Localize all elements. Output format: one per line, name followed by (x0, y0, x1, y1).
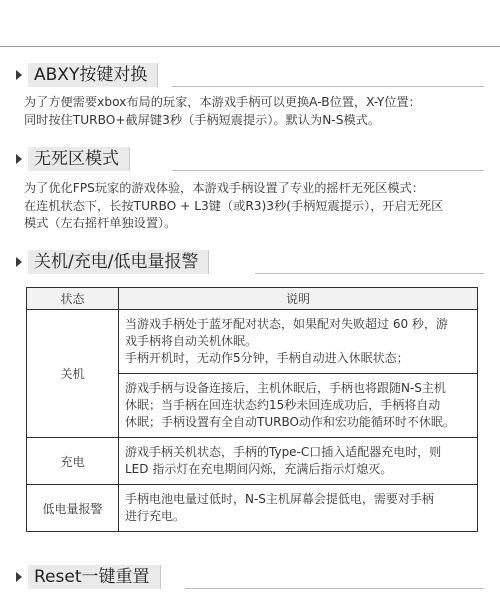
section-heading (16, 250, 209, 274)
bullet-icon (16, 154, 22, 164)
section-heading (16, 147, 130, 171)
heading-rule (255, 273, 484, 274)
state-cell: 关机 (27, 310, 119, 438)
description-line: 手柄开机时，无动作5分钟，手柄自动进入休眠状态； (125, 351, 409, 365)
heading-rule (172, 170, 484, 171)
description-cell (119, 485, 478, 532)
table-row (27, 310, 478, 374)
heading-rule (185, 588, 484, 589)
bullet-icon (16, 70, 22, 80)
table-header-cell: 状态 (27, 288, 119, 310)
heading-rule (172, 86, 484, 87)
description-cell (119, 374, 478, 438)
description-line: 休眠；当手柄在回连状态约15秒未回连成功后，手柄将自动 (125, 398, 441, 412)
section-heading (16, 565, 161, 589)
body-line: 为了优化FPS玩家的游戏体验，本游戏手柄设置了专业的摇杆无死区模式： (24, 181, 424, 195)
description-line: LED 指示灯在充电期间闪烁，充满后指示灯熄灭。 (125, 462, 393, 476)
state-cell: 充电 (27, 438, 119, 485)
table-row (27, 438, 478, 485)
state-cell: 低电量报警 (27, 485, 119, 532)
description-line: 戏手柄将自动关机休眠。 (125, 334, 258, 348)
section-body (24, 94, 484, 129)
table-row (27, 485, 478, 532)
description-line: 当游戏手柄处于蓝牙配对状态，如果配对失败超过 60 秒，游 (125, 317, 448, 331)
description-line: 游戏手柄与设备连接后，主机休眠后，手柄也将跟随N-S主机 (125, 381, 446, 395)
table-header-cell: 说明 (119, 288, 478, 310)
section-heading (16, 63, 158, 87)
description-line: 游戏手柄关机状态，手柄的Type-C口插入适配器充电时，则 (125, 445, 442, 459)
body-line: 模式（左右摇杆单独设置）。 (24, 216, 177, 230)
description-cell (119, 438, 478, 485)
status-table (26, 287, 478, 532)
section-title: 无死区模式 (28, 147, 130, 171)
body-line: 为了方便需要xbox布局的玩家，本游戏手柄可以更换A-B位置，X-Y位置： (24, 95, 421, 109)
table-header-row (27, 288, 478, 310)
section-title: ABXY按键对换 (28, 63, 158, 87)
description-cell (119, 310, 478, 374)
top-divider (0, 46, 500, 47)
bullet-icon (16, 572, 22, 582)
body-line: 在连机状态下，长按TURBO + L3键（或R3)3秒(手柄短震提示），开启无死区 (24, 198, 444, 213)
section-body (24, 180, 484, 233)
body-line: 同时按住TURBO+截屏键3秒（手柄短震提示）。默认为N-S模式。 (24, 112, 381, 127)
section-title: Reset一键重置 (28, 565, 161, 589)
section-title: 关机/充电/低电量报警 (28, 250, 209, 274)
description-line: 手柄电池电量过低时，N-S主机屏幕会提低电，需要对手柄 (125, 492, 434, 506)
bullet-icon (16, 257, 22, 267)
description-line: 进行充电。 (125, 509, 186, 523)
description-line: 休眠；手柄设置有全自动TURBO动作和宏功能循环时不休眠。 (125, 415, 455, 429)
